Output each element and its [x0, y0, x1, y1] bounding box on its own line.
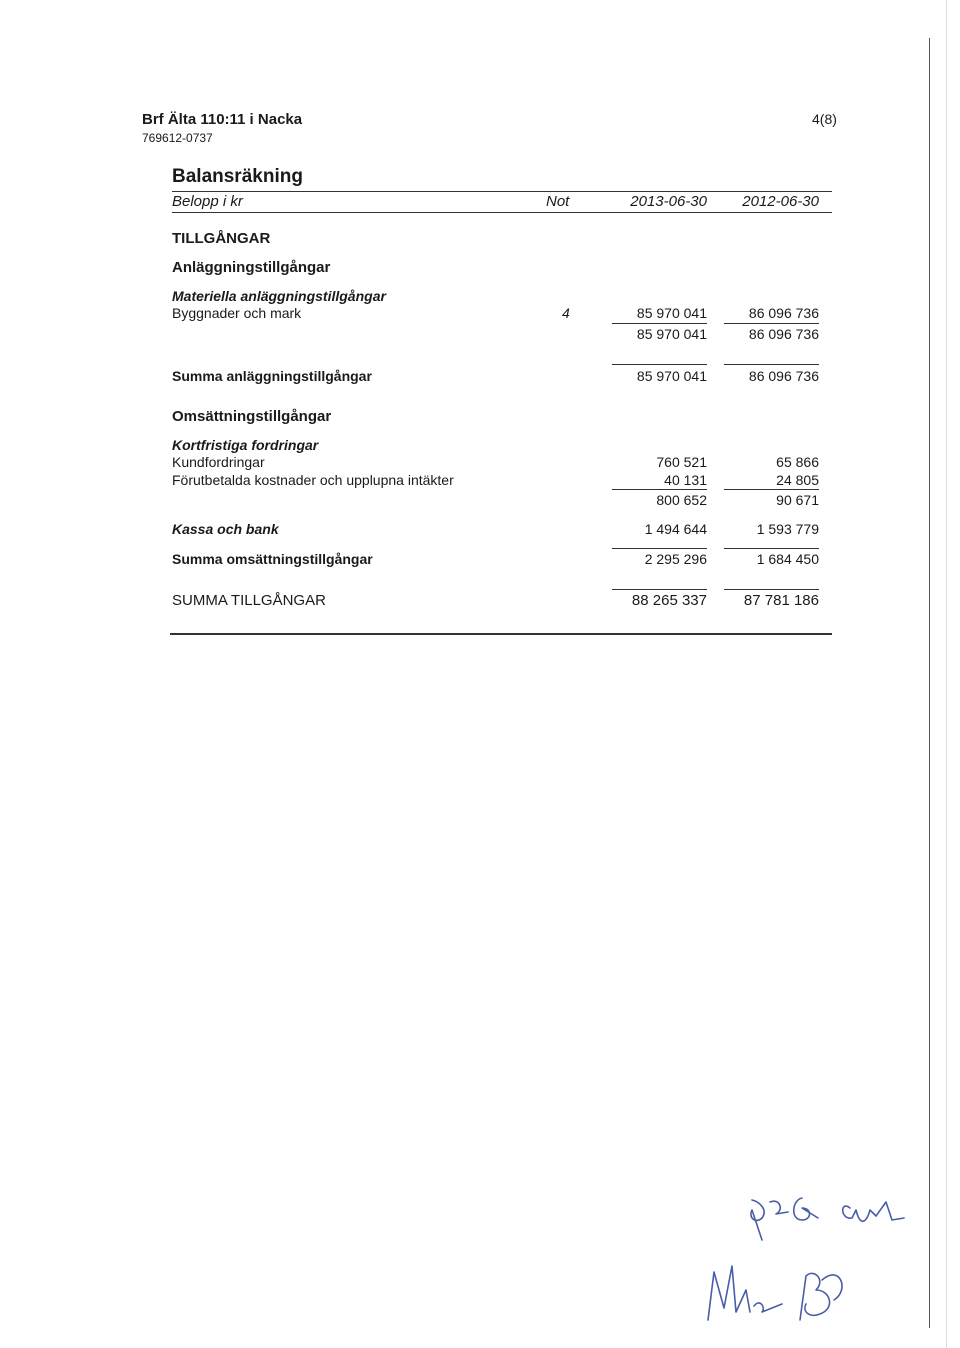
title-rule	[172, 191, 832, 192]
current-assets-total-current: 2 295 296	[644, 551, 707, 567]
subtotal-rule-previous	[724, 323, 819, 324]
prepaid-previous: 24 805	[776, 472, 819, 488]
signature-stroke	[708, 1266, 750, 1320]
receivables-rule-previous	[724, 489, 819, 490]
closing-rule	[170, 633, 832, 635]
signature-stroke	[800, 1273, 830, 1320]
signature-stroke	[770, 1201, 788, 1214]
page-edge-line	[929, 38, 930, 1328]
fixed-assets-total-previous: 86 096 736	[748, 368, 819, 384]
column-current-header: 2013-06-30	[630, 193, 707, 210]
receivables-subtotal-previous: 90 671	[776, 492, 819, 508]
cash-current: 1 494 644	[644, 521, 707, 537]
total-assets-label: SUMMA TILLGÅNGAR	[172, 592, 326, 609]
signature-stroke	[751, 1200, 764, 1240]
customers-previous: 65 866	[776, 454, 819, 470]
current-total-rule-current	[612, 548, 707, 549]
total-rule-current	[612, 364, 707, 365]
buildings-previous: 86 096 736	[748, 305, 819, 321]
fixed-assets-total-current: 85 970 041	[636, 368, 707, 384]
org-number: 769612-0737	[142, 131, 213, 145]
subtotal-rule-current	[612, 323, 707, 324]
column-previous-header: 2012-06-30	[742, 193, 819, 210]
current-assets-total-previous: 1 684 450	[756, 551, 819, 567]
tangible-subtotal-current: 85 970 041	[636, 326, 707, 342]
column-label-header: Belopp i kr	[172, 193, 243, 210]
grand-total-rule-previous	[724, 589, 819, 590]
fixed-assets-heading: Anläggningstillgångar	[172, 259, 331, 276]
grand-total-rule-current	[612, 589, 707, 590]
signature-stroke	[754, 1303, 782, 1312]
total-assets-previous: 87 781 186	[743, 592, 819, 609]
buildings-label: Byggnader och mark	[172, 305, 302, 321]
receivables-rule-current	[612, 489, 707, 490]
current-total-rule-previous	[724, 548, 819, 549]
prepaid-current: 40 131	[664, 472, 707, 488]
current-assets-total-label: Summa omsättningstillgångar	[172, 551, 373, 567]
signature-stroke	[843, 1202, 904, 1221]
buildings-current: 85 970 041	[636, 305, 707, 321]
tangible-subtotal-previous: 86 096 736	[748, 326, 819, 342]
signature-stroke	[794, 1198, 818, 1220]
cash-previous: 1 593 779	[756, 521, 819, 537]
receivables-subtotal-current: 800 652	[656, 492, 707, 508]
tangible-assets-heading: Materiella anläggningstillgångar	[172, 288, 386, 304]
fixed-assets-total-label: Summa anläggningstillgångar	[172, 368, 372, 384]
signature-stroke	[822, 1275, 842, 1300]
page-number: 4(8)	[812, 111, 837, 127]
receivables-heading: Kortfristiga fordringar	[172, 437, 319, 453]
cash-label: Kassa och bank	[172, 521, 279, 537]
current-assets-heading: Omsättningstillgångar	[172, 408, 332, 425]
scan-edge-line	[946, 0, 947, 1348]
company-name: Brf Älta 110:11 i Nacka	[142, 111, 303, 128]
handwritten-initials	[690, 1180, 930, 1330]
page-title: Balansräkning	[172, 166, 303, 187]
customers-current: 760 521	[656, 454, 707, 470]
customers-label: Kundfordringar	[172, 454, 265, 470]
total-rule-previous	[724, 364, 819, 365]
buildings-note: 4	[562, 305, 570, 321]
column-note-header: Not	[546, 193, 570, 210]
assets-heading: TILLGÅNGAR	[172, 230, 271, 247]
total-assets-current: 88 265 337	[631, 592, 707, 609]
prepaid-label: Förutbetalda kostnader och upplupna intäkter	[172, 472, 454, 488]
header-rule	[172, 212, 832, 213]
